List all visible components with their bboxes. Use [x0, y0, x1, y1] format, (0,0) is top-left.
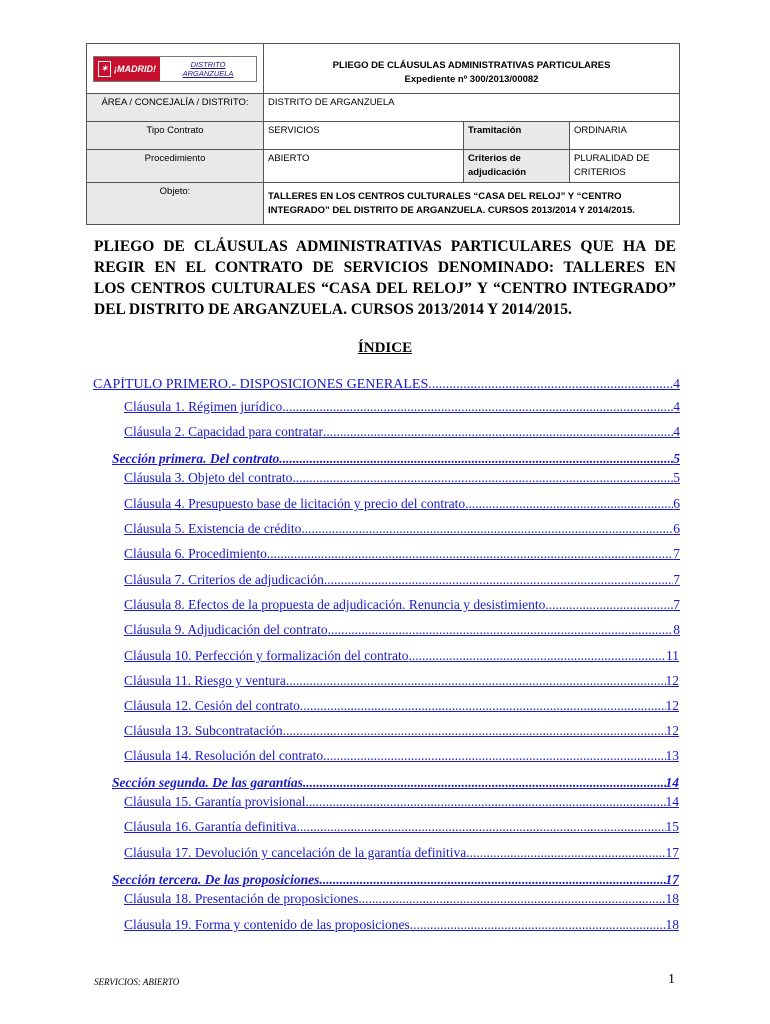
toc-chapter-link[interactable] [93, 377, 680, 393]
toc-clause-link[interactable] [124, 572, 680, 588]
toc-page-number: 7 [673, 546, 680, 561]
toc-entry-text: Cláusula 16. Garantía definitiva [124, 819, 297, 834]
toc-clause-link[interactable] [124, 399, 680, 415]
toc-entry-text: Cláusula 1. Régimen jurídico. [124, 399, 286, 414]
toc-dot-leader [466, 845, 665, 861]
document-title [94, 236, 676, 320]
toc-page-number: 4 [673, 424, 680, 439]
toc-dot-leader [319, 872, 665, 888]
toc-entry-text: Cláusula 18. Presentación de proposiciones [124, 891, 359, 906]
madrid-logo [93, 56, 257, 82]
toc-dot-leader [296, 470, 674, 486]
toc-entry-text: Cláusula 8. Efectos de la propuesta de adjudicación. Renuncia y desistimiento. [124, 597, 549, 612]
toc-dot-leader [286, 723, 666, 739]
toc-page-number: 18 [665, 917, 679, 932]
page-number: 1 [668, 972, 675, 987]
toc-page-number: 4 [673, 399, 680, 414]
toc-clause-link[interactable] [124, 496, 680, 512]
tipo-contrato-label: Tipo Contrato [87, 122, 264, 150]
doc-title-cell [264, 44, 680, 94]
toc-dot-leader [300, 698, 666, 714]
toc-dot-leader [296, 819, 665, 835]
toc-page-number: 11 [666, 648, 679, 663]
toc-clause-link[interactable] [124, 891, 679, 907]
toc-page-number: 6 [673, 521, 680, 536]
toc-entry-text: Cláusula 13. Subcontratación. [124, 723, 286, 738]
title-line-3: LOS CENTROS CULTURALES “CASA DEL RELOJ” Y “CENTRO INTEGRADO” [94, 280, 676, 297]
toc-page-number: 8 [673, 622, 680, 637]
toc-entry-text: Cláusula 10. Perfección y formalización del contrato [124, 648, 409, 663]
madrid-logo-brand: ✶ ¡MADRID! [94, 57, 160, 81]
logo-cell [87, 44, 264, 94]
toc-dot-leader [324, 572, 673, 588]
toc-page-number: 6 [673, 496, 680, 511]
toc-entry-text: Cláusula 6. Procedimiento [124, 546, 267, 561]
toc-entry-text: Cláusula 17. Devolución y cancelación de la garantía definitiva [124, 845, 467, 860]
toc-dot-leader [469, 496, 674, 512]
toc-dot-leader [409, 648, 666, 664]
toc-entry-text: Cláusula 9. Adjudicación del contrato [124, 622, 328, 637]
toc-dot-leader [428, 377, 673, 393]
toc-page-number: 18 [665, 891, 679, 906]
toc-dot-leader [549, 597, 673, 613]
toc-clause-link[interactable] [124, 622, 680, 638]
toc-clause-link[interactable] [124, 546, 680, 562]
toc-dot-leader [328, 622, 674, 638]
toc-dot-leader [279, 451, 673, 467]
toc-entry-text: Sección primera. Del contrato [112, 451, 280, 466]
footer-label: SERVICIOS: ABIERTO [94, 977, 180, 987]
toc-clause-link[interactable] [124, 819, 679, 835]
toc-page-number: 17 [665, 845, 679, 860]
toc-clause-link[interactable] [124, 648, 679, 664]
toc-clause-link[interactable] [124, 698, 679, 714]
toc-page-number: 14 [665, 794, 679, 809]
toc-page-number: 12 [665, 698, 679, 713]
toc-entry-text: Cláusula 15. Garantía provisional [124, 794, 306, 809]
tramitacion-label: Tramitación [464, 122, 570, 150]
toc-entry-text: Cláusula 7. Criterios de adjudicación [124, 572, 324, 587]
toc-dot-leader [267, 546, 673, 562]
toc-clause-link[interactable] [124, 845, 679, 861]
madrid-crest-icon: ✶ [98, 61, 111, 77]
procedimiento-value: ABIERTO [264, 150, 464, 183]
toc-section-link[interactable] [112, 775, 679, 791]
toc-dot-leader [323, 424, 673, 440]
title-line-1: PLIEGO DE CLÁUSULAS ADMINISTRATIVAS PARTICULARES QUE HA DE [94, 238, 676, 255]
toc-entry-text: Cláusula 2. Capacidad para contratar [124, 424, 324, 439]
procedimiento-label: Procedimiento [87, 150, 264, 183]
tipo-contrato-value: SERVICIOS [264, 122, 464, 150]
toc-page-number: 13 [665, 748, 679, 763]
toc-clause-link[interactable] [124, 917, 679, 933]
toc-clause-link[interactable] [124, 597, 680, 613]
toc-section-link[interactable] [112, 872, 679, 888]
toc-dot-leader [410, 917, 666, 933]
expediente: Expediente nº 300/2013/00082 [404, 73, 539, 85]
toc-entry-text: Cláusula 4. Presupuesto base de licitación y precio del contrato. [124, 496, 469, 511]
criterios-value: PLURALIDAD DE CRITERIOS [570, 150, 680, 183]
toc-clause-link[interactable] [124, 673, 679, 689]
objeto-value: TALLERES EN LOS CENTROS CULTURALES “CASA DEL RELOJ” Y “CENTRO INTEGRADO” DEL DISTRITO DE ARGANZUELA. CURSOS 2013/2014 Y 2014/2015. [264, 183, 680, 225]
toc-entry-text: Sección tercera. De las proposiciones [112, 872, 320, 887]
logo-district-text: DISTRITO ARGANZUELA [182, 59, 234, 78]
indice-heading: ÍNDICE [357, 340, 413, 356]
toc-entry-text: Cláusula 3. Objeto del contrato. [124, 470, 296, 485]
tramitacion-value: ORDINARIA [570, 122, 680, 150]
toc-page-number: 4 [673, 377, 680, 392]
toc-clause-link[interactable] [124, 794, 679, 810]
toc-page-number: 5 [673, 470, 680, 485]
toc-clause-link[interactable] [124, 521, 680, 537]
toc-entry-text: Cláusula 5. Existencia de crédito [124, 521, 302, 536]
header-table [86, 43, 680, 225]
toc-dot-leader [303, 775, 666, 791]
toc-dot-leader [358, 891, 665, 907]
toc-entry-text: Sección segunda. De las garantías [112, 775, 303, 790]
area-label: ÁREA / CONCEJALÍA / DISTRITO: [87, 94, 264, 122]
toc-clause-link[interactable] [124, 723, 679, 739]
toc-clause-link[interactable] [124, 424, 680, 440]
toc-dot-leader [305, 794, 665, 810]
toc-section-link[interactable] [112, 451, 680, 467]
toc-clause-link[interactable] [124, 470, 680, 486]
toc-entry-text: Cláusula 19. Forma y contenido de las proposiciones [124, 917, 410, 932]
toc-clause-link[interactable] [124, 748, 679, 764]
toc-entry-text: CAPÍTULO PRIMERO.- DISPOSICIONES GENERALES [93, 377, 429, 392]
toc-page-number: 5 [673, 451, 680, 466]
toc-dot-leader [286, 399, 674, 415]
toc-entry-text: Cláusula 11. Riesgo y ventura [124, 673, 286, 688]
toc-page-number: 12 [665, 723, 679, 738]
objeto-label: Objeto: [87, 183, 264, 225]
toc-page-number: 17 [665, 872, 679, 887]
criterios-label: Criterios de adjudicación [464, 150, 570, 183]
toc-dot-leader [301, 521, 673, 537]
toc-page-number: 14 [665, 775, 679, 790]
toc-dot-leader [323, 748, 665, 764]
toc-page-number: 7 [673, 597, 680, 612]
title-line-4: DEL DISTRITO DE ARGANZUELA. CURSOS 2013/2014 Y 2014/2015. [94, 301, 572, 318]
area-value: DISTRITO DE ARGANZUELA [264, 94, 680, 122]
toc-page-number: 7 [673, 572, 680, 587]
toc-entry-text: Cláusula 12. Cesión del contrato [124, 698, 300, 713]
toc-entry-text: Cláusula 14. Resolución del contrato [124, 748, 324, 763]
toc-page-number: 12 [665, 673, 679, 688]
doc-title: PLIEGO DE CLÁUSULAS ADMINISTRATIVAS PARTICULARES [332, 59, 611, 71]
toc-page-number: 15 [665, 819, 679, 834]
title-line-2: REGIR EN EL CONTRATO DE SERVICIOS DENOMINADO: TALLERES EN [94, 259, 676, 276]
toc-dot-leader [286, 673, 666, 689]
